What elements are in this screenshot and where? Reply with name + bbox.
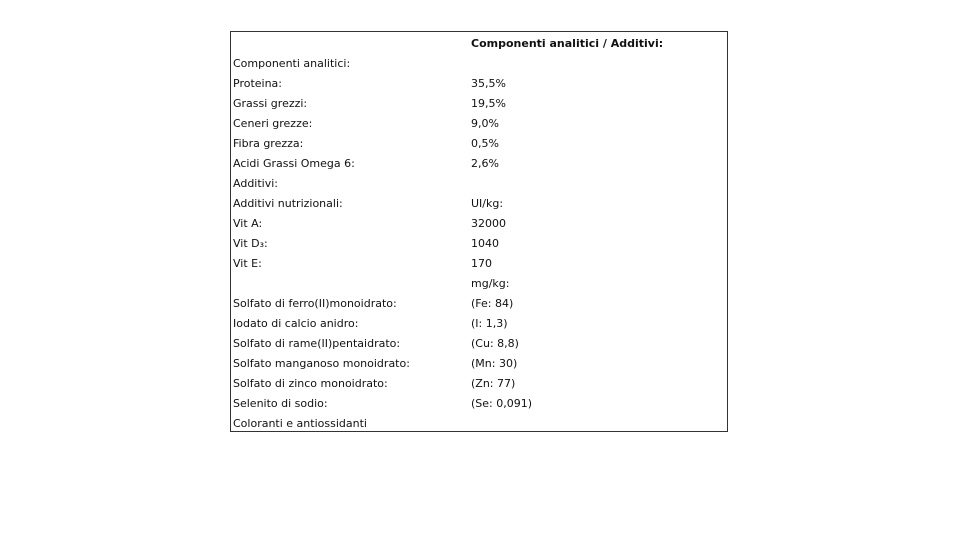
row-label: Additivi nutrizionali: (233, 197, 343, 210)
row-value: 170 (471, 257, 492, 270)
table-row (231, 54, 727, 74)
table-row (231, 154, 727, 174)
row-label: Solfato manganoso monoidrato: (233, 357, 410, 370)
table-row (231, 214, 727, 234)
row-value: (Zn: 77) (471, 377, 516, 390)
table-row (231, 354, 727, 374)
table-header: Componenti analitici / Additivi: (471, 37, 664, 50)
row-label: Componenti analitici: (233, 57, 351, 70)
row-value: (Cu: 8,8) (471, 337, 519, 350)
table-row (231, 334, 727, 354)
row-value: (I: 1,3) (471, 317, 508, 330)
row-value: 1040 (471, 237, 499, 250)
table-row (231, 274, 727, 294)
row-label: Grassi grezzi: (233, 97, 308, 110)
table-row (231, 414, 727, 434)
row-value: 2,6% (471, 157, 499, 170)
row-label: Additivi: (233, 177, 278, 190)
table-row (231, 94, 727, 114)
row-value: 32000 (471, 217, 506, 230)
table-row (231, 234, 727, 254)
table-row (231, 374, 727, 394)
row-value: 9,0% (471, 117, 499, 130)
table-row (231, 194, 727, 214)
row-label: Ceneri grezze: (233, 117, 313, 130)
row-value: (Se: 0,091) (471, 397, 533, 410)
row-label: Selenito di sodio: (233, 397, 328, 410)
composition-table (230, 31, 728, 432)
row-label: Acidi Grassi Omega 6: (233, 157, 355, 170)
table-header-row (231, 34, 727, 54)
row-label: Coloranti e antiossidanti (233, 417, 367, 430)
table-row (231, 394, 727, 414)
row-value: (Fe: 84) (471, 297, 514, 310)
row-label: Solfato di ferro(II)monoidrato: (233, 297, 397, 310)
table-row (231, 114, 727, 134)
row-label: Solfato di rame(II)pentaidrato: (233, 337, 401, 350)
row-value: mg/kg: (471, 277, 510, 290)
table-row (231, 254, 727, 274)
row-value: 35,5% (471, 77, 506, 90)
row-value: 0,5% (471, 137, 499, 150)
row-label: Iodato di calcio anidro: (233, 317, 359, 330)
row-label: Fibra grezza: (233, 137, 304, 150)
table-row (231, 74, 727, 94)
row-value: (Mn: 30) (471, 357, 518, 370)
table-row (231, 294, 727, 314)
row-label: Vit E: (233, 257, 262, 270)
table-row (231, 314, 727, 334)
row-label: Proteina: (233, 77, 283, 90)
row-label: Vit D₃: (233, 237, 268, 250)
row-label: Solfato di zinco monoidrato: (233, 377, 388, 390)
table-row (231, 174, 727, 194)
row-value: 19,5% (471, 97, 506, 110)
table-row (231, 134, 727, 154)
row-value: UI/kg: (471, 197, 504, 210)
row-label: Vit A: (233, 217, 263, 230)
